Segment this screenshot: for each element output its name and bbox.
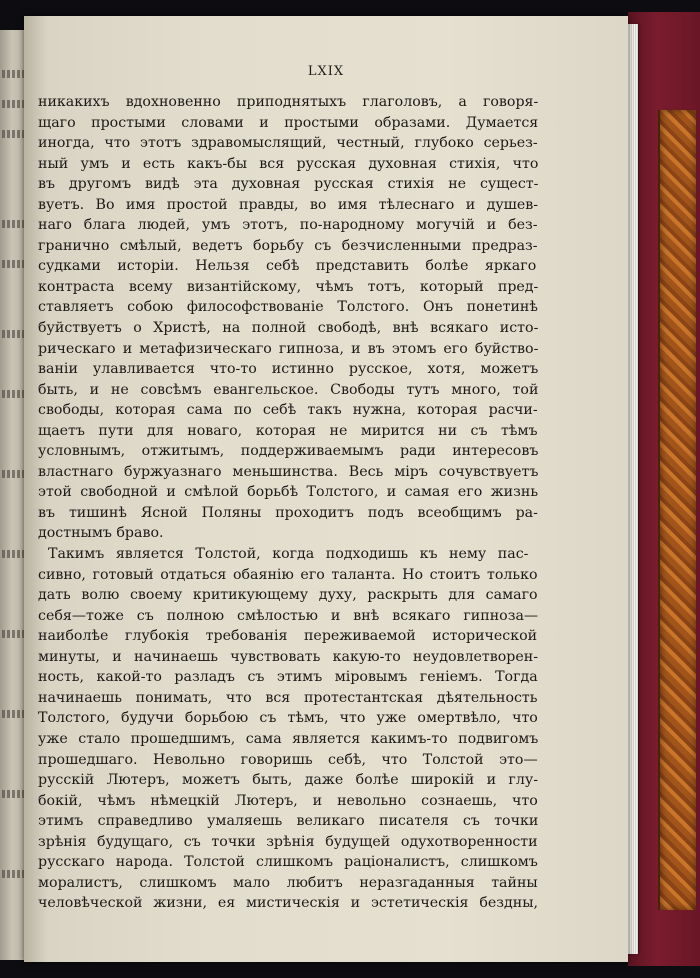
text-line: буйствуетъ о Христѣ, на полной свободѣ, внѣ всякаго исто- (38, 320, 539, 337)
leather-binding (658, 110, 696, 910)
text-line: наго блага людей, умъ этотъ, по-народному могучій и без- (38, 217, 538, 234)
text-line: ность, какой-то разладъ съ этимъ міровымъ геніемъ. Тогда (38, 669, 538, 686)
text-line: Толстого, будучи борьбою съ тѣмъ, что уже омертвѣло, что (38, 710, 538, 727)
text-line: щаетъ пути для новаго, которая не мирится ни съ тѣмъ (38, 422, 538, 439)
text-line: щаго простыми словами и простыми образами. Думается (38, 114, 539, 131)
text-line: властнаго буржуазнаго меньшинства. Весь міръ сочувствуетъ (38, 463, 539, 480)
text-line: ный умъ и есть какъ-бы вся русская духовная стихія, что (38, 155, 539, 172)
text-line: уже стало прошедшимъ, сама является какимъ-то подвигомъ (38, 730, 539, 747)
text-line: никакихъ вдохновенно приподнятыхъ глаголовъ, а говоря- (38, 94, 539, 110)
book-page (24, 16, 628, 962)
text-line: контраста всему византійскому, чѣмъ тотъ, который пред- (38, 278, 539, 295)
text-line: въ тишинѣ Ясной Поляны проходитъ подъ всеобщимъ ра- (38, 504, 538, 521)
text-line: начинаешь понимать, что вся протестантская дѣятельность (38, 689, 538, 706)
text-line: зрѣнія будущаго, съ точки зрѣнія будущей одухотворенности (38, 833, 538, 850)
text-line: свободы, которая сама по себѣ такъ нужна, которая расчи- (38, 402, 538, 419)
text-line: судками исторіи. Нельзя себѣ представить болѣе яркаго (38, 258, 537, 275)
text-line: этимъ справедливо умаляешь великаго писателя съ точки (38, 813, 539, 830)
text-line: человѣческой жизни, ея мистическія и эстетическія бездны, (38, 895, 538, 912)
text-line: прошедшаго. Невольно говоришь себѣ, что Толстой это— (38, 751, 538, 768)
text-line: условнымъ, отжитымъ, поддерживаемымъ ради интересовъ (38, 443, 539, 460)
text-line: ваніи улавливается что-то истинно русское, хотя, можетъ (38, 361, 539, 378)
text-line: ставляетъ собою философствованіе Толстого. Онъ понетинѣ (38, 299, 538, 316)
text-line: Такимъ является Толстой, когда подходишь къ нему пас- (48, 546, 529, 563)
text-line: дать волю своему критикующему духу, раскрыть для самаго (38, 587, 538, 604)
page-number: LXIX (307, 64, 345, 79)
text-line: иногда, что этотъ здравомыслящий, честный, глубоко серьез- (38, 135, 538, 152)
text-line: бокій, чѣмъ нѣмецкій Лютеръ, и невольно сознаешь, что (38, 792, 538, 809)
text-line: этой свободной и смѣлой борьбѣ Толстого, и самая его жизнь (38, 484, 539, 501)
text-line: въ другомъ видѣ эта духовная русская стихія не сущест- (38, 176, 539, 193)
text-line: моралистъ, слишкомъ мало любитъ неразгаданныя тайны (38, 874, 538, 891)
text-line: минуты, и начинаешь чувствовать какую-то неудовлетворен- (38, 648, 539, 665)
text-line: себя—тоже съ полною смѣлостью и внѣ всякаго гипноза— (38, 607, 539, 624)
text-line: русскій Лютеръ, можетъ быть, даже болѣе широкій и глу- (38, 772, 538, 789)
text-line: быть, и не совсѣмъ евангельское. Свободы тутъ много, той (38, 381, 539, 398)
page-body-text (38, 92, 538, 914)
text-line: достнымъ браво. (38, 525, 164, 542)
text-line: вуетъ. Во имя простой правды, во имя тѣлеснаго и душев- (38, 196, 539, 213)
text-line: рическаго и метафизическаго гипноза, и въ этомъ его буйство- (38, 340, 539, 357)
text-line: русскаго народа. Толстой слишкомъ раціоналистъ, слишкомъ (38, 854, 538, 871)
text-line: сивно, готовый отдаться обаянію его таланта. Но стоитъ только (38, 566, 538, 583)
text-line: наиболѣе глубокія требованія переживаемой исторической (38, 628, 538, 645)
text-line: гранично смѣлый, ведетъ борьбу съ безчисленными предраз- (38, 237, 538, 254)
